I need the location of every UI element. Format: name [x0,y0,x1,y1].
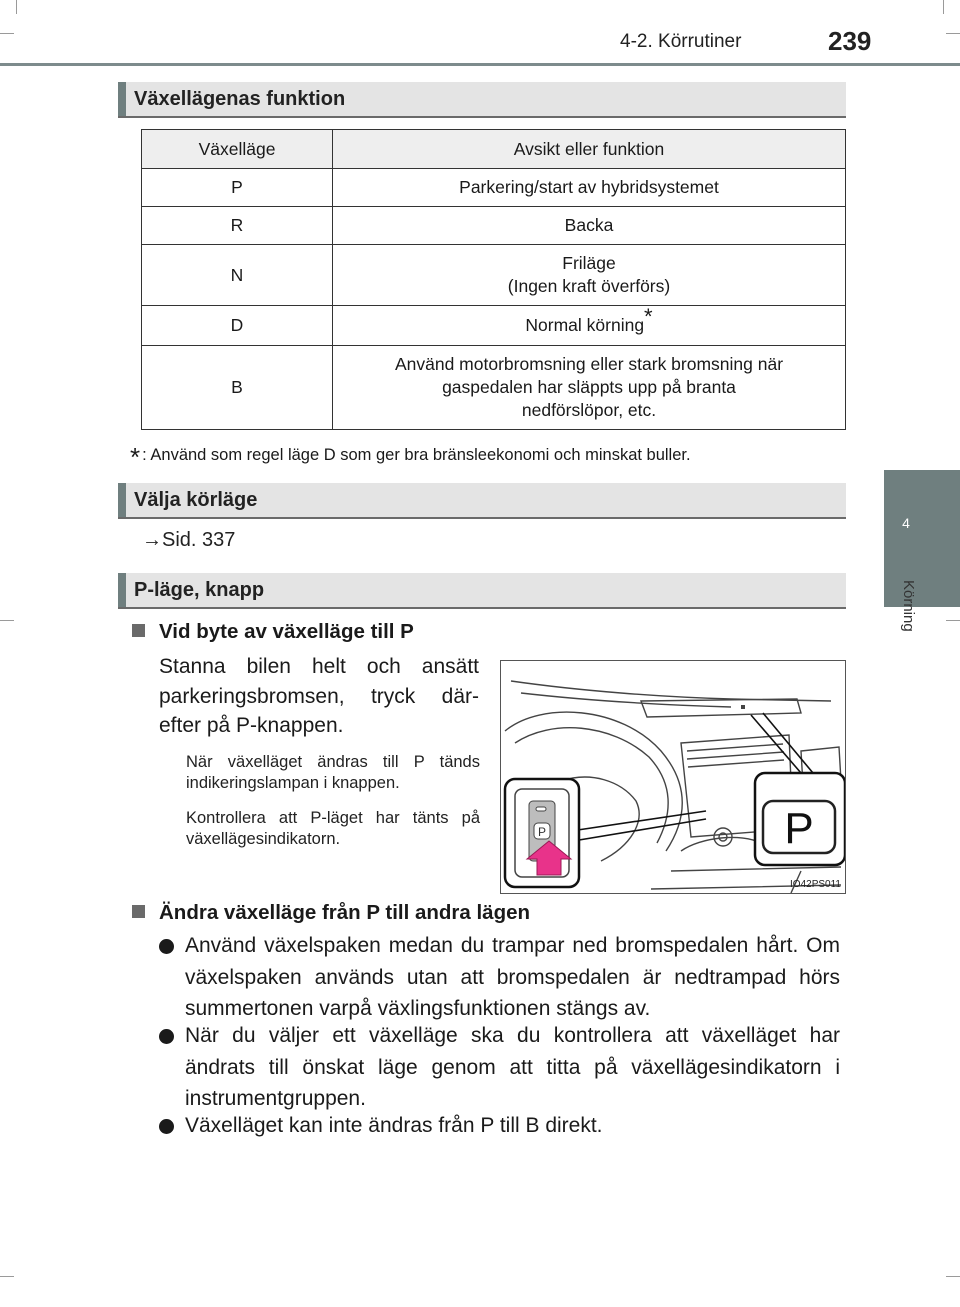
subheading-shift-to-p [132,620,414,644]
gear-cell: R [142,207,333,245]
gear-cell: N [142,245,333,306]
section-accent-bar [118,483,126,517]
section-title: P-läge, knapp [134,579,265,601]
dashboard-illustration [500,660,846,894]
column-header: Avsikt eller funktion [333,130,846,169]
list-item [159,930,840,1025]
section-title: Växellägenas funktion [134,88,346,110]
table-row [142,306,846,346]
gear-cell: D [142,306,333,346]
crop-mark [943,0,944,14]
callout-line [763,713,813,773]
p-shift-instructions: Stanna bilen helt och ansätt parkeringsbromsen, tryck där-efter på P-knappen. [159,655,479,737]
function-text: Parkering/start av hybridsystemet [459,177,719,197]
callout-line [751,715,801,773]
bullet-text: När du väljer ett växelläge ska du kontrollera att växelläget har ändrats till önskat läge genom att titta på växellägesindikatorn i instrumentgruppen. [185,1024,840,1110]
crop-mark [0,620,14,621]
crop-mark [946,33,960,34]
chapter-number: 4 [902,515,910,531]
square-bullet-icon [132,624,145,637]
air-vent [687,744,784,767]
crop-mark [946,1276,960,1277]
bullet-dot-icon [159,1029,174,1044]
callout-line [561,819,706,843]
gear-cell: P [142,169,333,207]
function-cell [333,346,846,430]
gear-function-table [141,129,846,430]
function-text: nedförslöpor, etc. [521,400,657,420]
function-text: Normal körning [525,315,645,335]
subheading-change-from-p [132,901,530,925]
table-row [142,346,846,430]
page-reference-link[interactable]: →Sid. 337 [142,529,236,551]
indicator-lamp [536,807,546,811]
footnote-marker: * [644,304,653,329]
column-header: Växelläge [142,130,333,169]
crop-mark [16,0,17,14]
page-number: 239 [828,26,872,56]
list-item [159,1020,840,1115]
footnote-text: : Använd som regel läge D som ger bra bränsleekonomi och minskat buller. [142,446,691,464]
running-header-section: 4-2. Körrutiner [620,31,742,52]
function-cell [333,207,846,245]
subheading-text: Vid byte av växelläge till P [159,620,414,643]
chapter-tab [884,470,960,607]
display-indicator [741,705,745,709]
crop-mark [946,620,960,621]
section-accent-bar [118,573,126,607]
windshield-line [511,681,831,701]
function-cell [333,245,846,306]
section-heading-p-button [118,573,846,609]
square-bullet-icon [132,905,145,918]
chapter-label: Körning [900,580,917,632]
table-row [142,245,846,306]
header-rule [0,63,960,66]
bullet-dot-icon [159,939,174,954]
section-accent-bar [118,82,126,116]
function-cell [333,169,846,207]
p-switch-letter: P [537,825,547,839]
table-header-row [142,130,846,169]
section-heading-drive-mode [118,483,846,519]
indicator-p-letter: P [784,804,814,853]
top-display [641,699,801,717]
function-text: (Ingen kraft överförs) [507,276,671,296]
bullet-text: Växelläget kan inte ändras från P till B direkt. [185,1114,603,1137]
crop-mark [0,1276,14,1277]
function-text: Använd motorbromsning eller stark bromsning när [394,354,784,374]
gear-cell: B [142,346,333,430]
function-text: Friläge [562,253,616,273]
list-item [159,1110,840,1142]
note-indicator-lamp: När växelläget ändras till P tänds indikeringslampan i knappen. [186,753,480,792]
function-text: gaspedalen har släppts upp på branta [442,377,736,397]
bullet-dot-icon [159,1119,174,1134]
section-heading-functions [118,82,846,118]
table-row [142,207,846,245]
table-footnote [130,442,691,473]
function-cell [333,306,846,346]
dashboard-drawing [501,661,846,894]
subheading-text: Ändra växelläge från P till andra lägen [159,901,531,924]
table-row [142,169,846,207]
illustration-code: IO42PS011 [790,879,841,890]
section-title: Välja körläge [134,489,258,511]
bullet-text: Använd växelspaken medan du trampar ned bromspedalen hårt. Om växelspaken används utan att bromspedalen är nedtrampad hörs summertonen varpå växlingsfunktionen stängs av. [185,934,840,1020]
note-check-indicator: Kontrollera att P-läget har tänts på växellägesindikatorn. [186,809,480,848]
crop-mark [0,33,14,34]
console-line [681,837,761,851]
footnote-star: * [130,442,141,472]
function-text: Backa [564,215,614,235]
